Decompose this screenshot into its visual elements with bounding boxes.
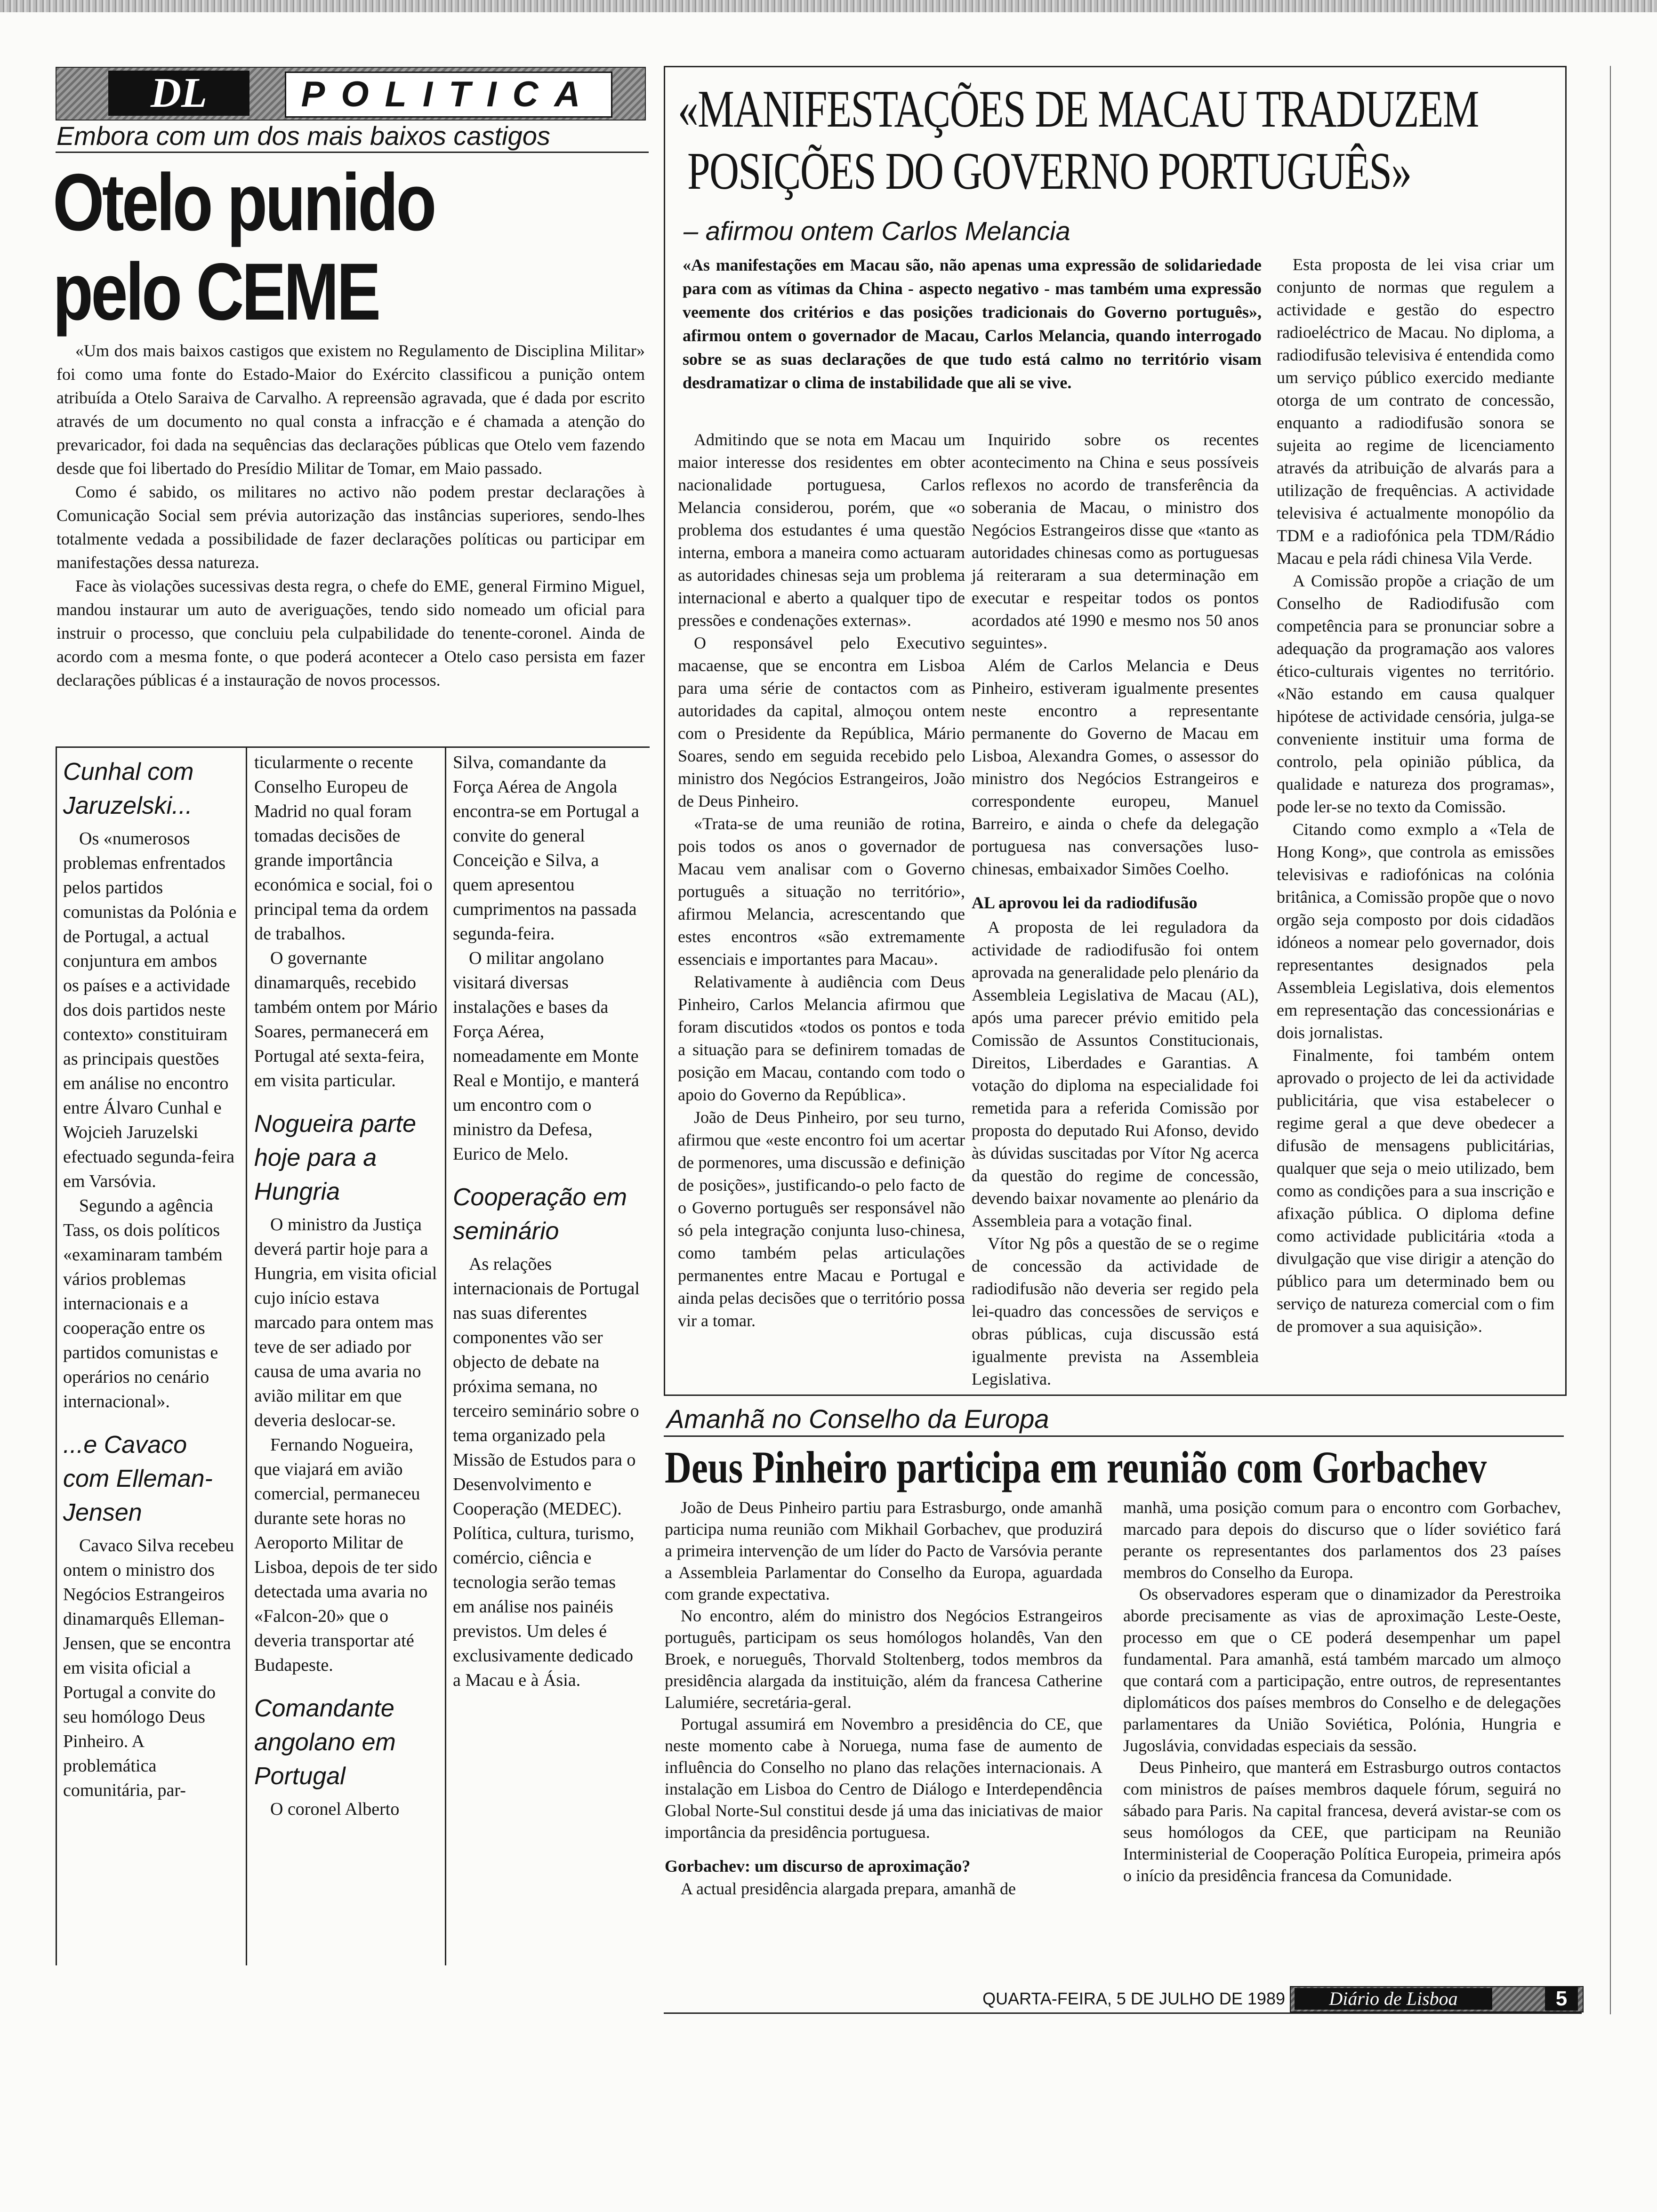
brief-text: O governante dinamarquês, recebido também ontem por Mário Soares, permanecerá em Portugal até sexta-feira, em visita particular.	[254, 948, 438, 1090]
briefs-rule-left	[56, 746, 57, 1965]
gorbachev-paragraph: manhã, uma posição comum para o encontro com Gorbachev, marcado para depois do discurso que o líder soviético fará perante os representantes dos parlamentos dos 23 países membros do Conselho da Europa.	[1123, 1498, 1561, 1582]
brief-head-nogueira: Nogueira parte hoje para a Hungria	[254, 1110, 416, 1205]
macau-subhead: – afirmou ontem Carlos Melancia	[684, 216, 1070, 246]
footer-page-number: 5	[1545, 1987, 1578, 2011]
briefs-column-2	[254, 750, 438, 1821]
gorbachev-kicker: Amanhã no Conselho da Europa	[667, 1404, 1049, 1434]
footer-paper-name: Diário de Lisboa	[1295, 1988, 1492, 2010]
footer-date: QUARTA-FEIRA, 5 DE JULHO DE 1989	[982, 1989, 1285, 2008]
otelo-paragraph: Face às violações sucessivas desta regra, o chefe do EME, general Firmino Miguel, mandou instaurar um auto de averiguações, tendo sido nomeado um oficial para instruir o processo, que concluiu pela culpabilidade do tenente-coronel. Ainda de acordo com a mesma fonte, o que poderá acontecer a Otelo caso persista em fazer declarações públicas é a instauração de novos processos.	[56, 577, 645, 689]
macau-column-2	[972, 428, 1259, 1390]
gorbachev-paragraph: João de Deus Pinheiro partiu para Estrasburgo, onde amanhã participa numa reunião com Mikhail Gorbachev, que produzirá a primeira intervenção de um líder do Pacto de Varsóvia perante a Assembleia Parlamentar do Conselho da Europa, aguardada com grande expectativa.	[665, 1498, 1102, 1603]
otelo-paragraph: «Um dos mais baixos castigos que existem no Regulamento de Disciplina Militar» foi como uma fonte do Estado-Maior do Exército classificou a punição ontem atribuída a Otelo Saraiva de Carvalho. A repreensão agravada, que é dada por escrito através de um documento no qual consta a infracção e é chamada a atenção do prevaricador, foi dada na sequências das declarações públicas que Otelo vem fazendo desde que foi libertado do Presídio Militar de Tomar, em Maio passado.	[56, 341, 645, 478]
gorbachev-column-1	[665, 1497, 1102, 1899]
briefs-column-3	[453, 750, 641, 1692]
brief-text: O militar angolano visitará diversas instalações e bases da Força Aérea, nomeadamente em Monte Real e Montijo, e manterá um encontro com o ministro da Defesa, Eurico de Melo.	[453, 948, 639, 1164]
brief-head-cooperacao: Cooperação em seminário	[453, 1184, 627, 1245]
gorbachev-subhead: Gorbachev: um discurso de aproximação?	[665, 1857, 971, 1875]
brief-text: O coronel Alberto	[270, 1799, 400, 1819]
macau-paragraph: A Comissão propõe a criação de um Conselho de Radiodifusão com competência para se pronunciar sobre a adequação da programação aos valores ético-culturais vigentes no território. «Não estando em causa qualquer hipótese de actividade censória, julga-se conveniente instituir uma forma de controlo, pela opinião pública, da qualidade e natureza dos programas», pode ler-se no texto da Comissão.	[1277, 571, 1554, 816]
briefs-rule-1	[246, 746, 247, 1965]
footer-paper-bar	[1290, 1986, 1584, 2012]
footer-rule	[664, 2012, 1582, 2014]
macau-paragraph: Esta proposta de lei visa criar um conjunto de normas que regulem a actividade e gestão do espectro radioeléctrico de Macau. No diploma, a radiodifusão televisiva é entendida como um serviço público exercido mediante otorga de um contrato de concessão, enquanto a radiodifusão sonora se sujeita ao regime de licenciamento através da atribuição de alvarás para a utilização de frequências. A actividade televisiva é actualmente monopólio da TDM e a radiofónica pela TDM/Rádio Macau e pela rádi chinesa Vila Verde.	[1277, 255, 1554, 568]
macau-paragraph: Além de Carlos Melancia e Deus Pinheiro, estiveram igualmente presentes neste encontro a representante permanente do Governo de Macau em Lisboa, Alexandra Gomes, o assessor do ministro dos Negócios Estrangeiros e correspondente europeu, Manuel Barreiro, e ainda o chefe da delegação portuguesa nas conversações luso-chinesas, embaixador Simões Coelho.	[972, 656, 1259, 878]
otelo-kicker: Embora com um dos mais baixos castigos	[56, 121, 550, 151]
macau-paragraph: Inquirido sobre os recentes acontecimento na China e seus possíveis reflexos no acordo de transferência da soberania de Macau, o ministro dos Negócios Estrangeiros disse que «tanto as autoridades chinesas como as portuguesas já reiteraram a sua determinação em executar e respeitar todos os pontos acordados até 1990 e mesmo nos 50 anos seguintes».	[972, 430, 1259, 652]
section-title: POLITICA	[285, 72, 612, 118]
otelo-headline-line1: Otelo punido	[53, 157, 434, 248]
section-logo: DL	[108, 71, 249, 116]
briefs-rule-2	[445, 746, 446, 1965]
brief-text: Fernando Nogueira, que viajará em avião comercial, permaneceu durante sete horas no Aeroporto Militar de Lisboa, depois de ter sido detectada uma avaria no «Falcon-20» que o deveria transportar até Budapeste.	[254, 1435, 438, 1675]
briefs-column-1	[63, 750, 237, 1803]
brief-text: Os «numerosos problemas enfrentados pelos partidos comunistas da Polónia e de Portugal, a actual conjuntura em ambos os países e a actividade dos dois partidos neste contexto» constituiram as principais questões em análise no encontro entre Álvaro Cunhal e Wojcieh Jaruzelski efectuado segunda-feira em Varsóvia.	[63, 829, 237, 1191]
brief-text: Cavaco Silva recebeu ontem o ministro dos Negócios Estrangeiros dinamarquês Elleman-Jensen, que se encontra em visita oficial a Portugal a convite do seu homólogo Deus Pinheiro. A problemática comunitária, par-	[63, 1536, 234, 1800]
macau-headline-line1: «MANIFESTAÇÕES DE MACAU TRADUZEM	[678, 80, 1479, 138]
gorbachev-paragraph: No encontro, além do ministro dos Negócios Estrangeiros português, participam os seus homólogos holandês, Van den Broek, e norueguês, Thorvald Stoltenberg, todos membros da presidência alargada da instituição, além da francesa Catherine Lalumiére, secretária-geral.	[665, 1606, 1102, 1712]
macau-column-3	[1277, 253, 1554, 1338]
top-scan-border	[0, 0, 1657, 12]
brief-head-cunhal: Cunhal com Jaruzelski...	[63, 758, 194, 819]
macau-paragraph: João de Deus Pinheiro, por seu turno, afirmou que «este encontro foi um acertar de pormenores, uma discussão e definição de posições», justificando-o pelo facto de o Governo português ser responsável não só pela integração conjunta luso-chinesa, como também pelas articulações permanentes entre Macau e Portugal e ainda pelas decisões que o território possa vir a tomar.	[678, 1108, 965, 1330]
brief-text: ticularmente o recente Conselho Europeu de Madrid no qual foram tomadas decisões de grande importância económica e social, foi o principal tema da ordem de trabalhos.	[254, 753, 433, 944]
macau-lead: «As manifestações em Macau são, não apenas uma expressão de solidariedade para com as vítimas da China - aspecto negativo - mas também uma expressão veemente dos critérios e das posições tradicionais do Governo português», afirmou ontem o governador de Macau, Carlos Melancia, quando interrogado sobre se as suas declarações de que tudo está calmo no território visam desdramatizar o clima de instabilidade que ali se vive.	[683, 256, 1262, 392]
otelo-paragraph: Como é sabido, os militares no activo não podem prestar declarações à Comunicação Social sem prévia autorização das instâncias superiores, sendo-lhes totalmente vedada a possibilidade de fazer declarações políticas ou participar em manifestações dessa natureza.	[56, 482, 645, 572]
macau-paragraph: Relativamente à audiência com Deus Pinheiro, Carlos Melancia afirmou que foram discutidos «todos os pontos e toda a situação para se definirem tomadas de posição em Macau, contando com todo o apoio do Governo da República».	[678, 972, 965, 1104]
brief-text: Silva, comandante da Força Aérea de Angola encontra-se em Portugal a convite do general Conceição e Silva, a quem apresentou cumprimentos na passada segunda-feira.	[453, 753, 639, 944]
gorbachev-paragraph: Portugal assumirá em Novembro a presidência do CE, que neste momento cabe à Noruega, numa fase de aumento de influência do Conselho no plano das relações internacionais. A instalação em Lisboa do Centro de Diálogo e Interdependência Global Norte-Sul constitui desde já uma das iniciativas de maior importância da presidência portuguesa.	[665, 1715, 1102, 1842]
brief-head-cavaco: ...e Cavaco com Elleman-Jensen	[63, 1431, 213, 1526]
otelo-headline-line2: pelo CEME	[53, 247, 379, 337]
brief-text: As relações internacionais de Portugal nas suas diferentes componentes vão ser objecto de debate na próxima semana, no terceiro seminário sobre o tema organizado pela Missão de Estudos para o Desenvolvimento e Cooperação (MEDEC). Política, cultura, turismo, comércio, ciência e tecnologia serão temas em análise nos painéis previstos. Um deles é exclusivamente dedicado a Macau e à Ásia.	[453, 1254, 640, 1690]
macau-column-1	[678, 428, 965, 1332]
macau-paragraph: Citando como exmplo a «Tela de Hong Kong», que controla as emissões televisivas e radiofónicas na colónia britânica, a Comissão propõe que o novo orgão seja composto por dois cidadãos idóneos a nomear pelo governador, dois representantes designados pela Assembleia Legislativa, dois elementos em representação das concessionárias e dois jornalistas.	[1277, 820, 1554, 1042]
macau-paragraph: «Trata-se de uma reunião de rotina, pois todos os anos o governador de Macau vem analisar com o Governo português a situação no território», afirmou Melancia, acrescentando que estes encontros «são extremamente essenciais e importantes para Macau».	[678, 814, 965, 969]
macau-paragraph: Finalmente, foi também ontem aprovado o projecto de lei da actividade publicitária, que visa estabelecer o regime geral a que deve obedecer a difusão de mensagens publicitárias, qualquer que seja o meio utilizado, bem como as condições para a sua inscrição e afixação pública. O diploma define como actividade publicitária «toda a divulgação que vise dirigir a atenção do público para um determinado bem ou serviço de natureza comercial com o fim de promover a sua aquisição».	[1277, 1046, 1554, 1336]
gorbachev-column-2	[1123, 1497, 1561, 1886]
brief-head-angolano: Comandante angolano em Portugal	[254, 1695, 396, 1790]
gorbachev-paragraph: A actual presidência alargada prepara, amanhã de	[681, 1879, 1016, 1898]
brief-text: Segundo a agência Tass, os dois políticos «examinaram também vários problemas internacionais e a cooperação entre os partidos comunistas e operários no cenário internacional».	[63, 1196, 223, 1411]
gorbachev-paragraph: Deus Pinheiro, que manterá em Estrasburgo outros contactos com ministros de países membros daquele fórum, seguirá no sábado para Paris. Na capital francesa, deverá avistar-se com os seus homólogos da CEE, que participam na Reunião Interministerial de Cooperação Política Europeia, primeira após o início da presidência francesa da Comunidade.	[1123, 1758, 1561, 1885]
otelo-body	[56, 339, 645, 692]
briefs-top-rule	[56, 746, 650, 748]
gorbachev-headline: Deus Pinheiro participa em reunião com Gorbachev	[665, 1442, 1487, 1492]
macau-paragraph: O responsável pelo Executivo macaense, que se encontra em Lisboa para uma série de contactos com as autoridades da capital, almoçou ontem com o Presidente da República, Mário Soares, sendo em seguida recebido pelo ministro dos Negócios Estrangeiros, João de Deus Pinheiro.	[678, 633, 965, 810]
brief-text: O ministro da Justiça deverá partir hoje para a Hungria, em visita oficial cujo início estava marcado para ontem mas teve de ser adiado por causa de uma avaria no avião militar em que deveria deslocar-se.	[254, 1215, 437, 1430]
otelo-kicker-rule	[56, 152, 649, 153]
macau-headline-line2: POSIÇÕES DO GOVERNO PORTUGUÊS»	[687, 142, 1411, 200]
macau-paragraph: Admitindo que se nota em Macau um maior interesse dos residentes em obter nacionalidade portuguesa, Carlos Melancia considerou, porém, que «o problema dos estudantes é uma questão interna, embora a maneira como actuaram as autoridades chinesas seja um problema internacional e aberto a qualquer tipo de pressões e condenações externas».	[678, 430, 965, 630]
macau-paragraph: Vítor Ng pôs a questão de se o regime de concessão da actividade de radiodifusão não deveria ser regido pela lei-quadro das concessões de serviços e obras públicas, cuja discussão está igualmente prevista na Assembleia Legislativa.	[972, 1234, 1259, 1388]
gorbachev-kicker-rule	[664, 1435, 1564, 1437]
gorbachev-paragraph: Os observadores esperam que o dinamizador da Perestroika aborde precisamente as vias de aproximação Leste-Oeste, processo em que o CE poderá desempenhar um papel fundamental. Para amanhã, está também marcado um almoço que contará com a participação, entre outros, de representantes diplomáticos dos países membros do Conselho e de delegações parlamentares da União Soviética, Polónia, Hungria e Jugoslávia, convidadas especiais da sessão.	[1123, 1585, 1561, 1755]
right-margin-line	[1610, 66, 1611, 2014]
section-banner	[56, 67, 646, 120]
macau-al-subhead: AL aprovou lei da radiodifusão	[972, 893, 1198, 912]
macau-paragraph: A proposta de lei reguladora da actividade de radiodifusão foi ontem aprovada na generalidade pelo plenário da Assembleia Legislativa de Macau (AL), após uma parecer prévio emitido pela Comissão de Assuntos Constitucionais, Direitos, Liberdades e Garantias. A votação do diploma na especialidade foi remetida para a referida Comissão por proposta do deputado Rui Afonso, devido às dúvidas suscitadas por Vítor Ng acerca da questão do regime de concessão, devendo baixar novamente ao plenário da Assembleia para a votação final.	[972, 918, 1259, 1230]
